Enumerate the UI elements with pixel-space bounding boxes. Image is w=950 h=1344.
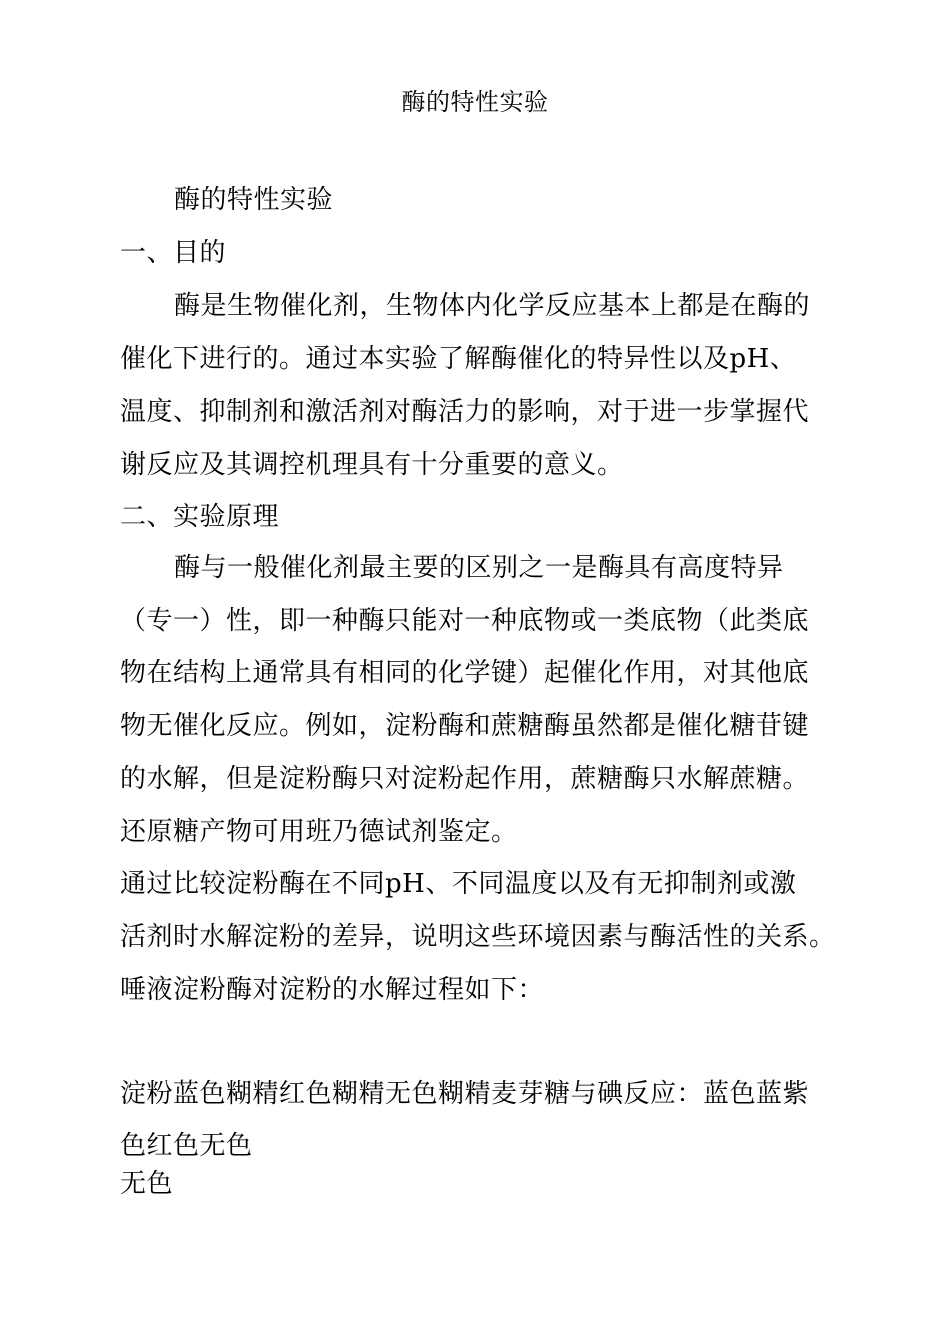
paragraph-line: 物在结构上通常具有相同的化学键）起催化作用，对其他底 — [120, 658, 810, 688]
section-heading-principle: 二、实验原理 — [120, 502, 280, 532]
paragraph-line: 物无催化反应。例如，淀粉酶和蔗糖酶虽然都是催化糖苷键 — [120, 711, 810, 741]
section-heading: 酶的特性实验 — [174, 185, 334, 215]
paragraph-line: 的水解，但是淀粉酶只对淀粉起作用，蔗糖酶只水解蔗糖。 — [120, 764, 810, 794]
section-heading-purpose: 一、目的 — [120, 238, 227, 268]
paragraph-line: 酶与一般催化剂最主要的区别之一是酶具有高度特异 — [174, 553, 784, 583]
paragraph-line: 谢反应及其调控机理具有十分重要的意义。 — [120, 450, 624, 480]
paragraph-line: 淀粉蓝色糊精红色糊精无色糊精麦芽糖与碘反应：蓝色蓝紫 — [120, 1079, 810, 1109]
paragraph-line: 催化下进行的。通过本实验了解酶催化的特异性以及pH、 — [120, 344, 797, 374]
paragraph-line: 色红色无色 — [120, 1131, 253, 1161]
document-title: 酶的特性实验 — [401, 88, 549, 116]
paragraph-line: 无色 — [120, 1169, 174, 1199]
paragraph-line: 温度、抑制剂和激活剂对酶活力的影响，对于进一步掌握代 — [120, 397, 810, 427]
paragraph-line: （专一）性，即一种酶只能对一种底物或一类底物（此类底 — [120, 606, 810, 636]
paragraph-line: 通过比较淀粉酶在不同pH、不同温度以及有无抑制剂或激 — [120, 869, 797, 899]
paragraph-line: 活剂时水解淀粉的差异，说明这些环境因素与酶活性的关系。 — [120, 922, 836, 952]
paragraph-line: 酶是生物催化剂，生物体内化学反应基本上都是在酶的 — [174, 291, 811, 321]
paragraph-line: 还原糖产物可用班乃德试剂鉴定。 — [120, 817, 518, 847]
paragraph-line: 唾液淀粉酶对淀粉的水解过程如下： — [120, 975, 545, 1005]
